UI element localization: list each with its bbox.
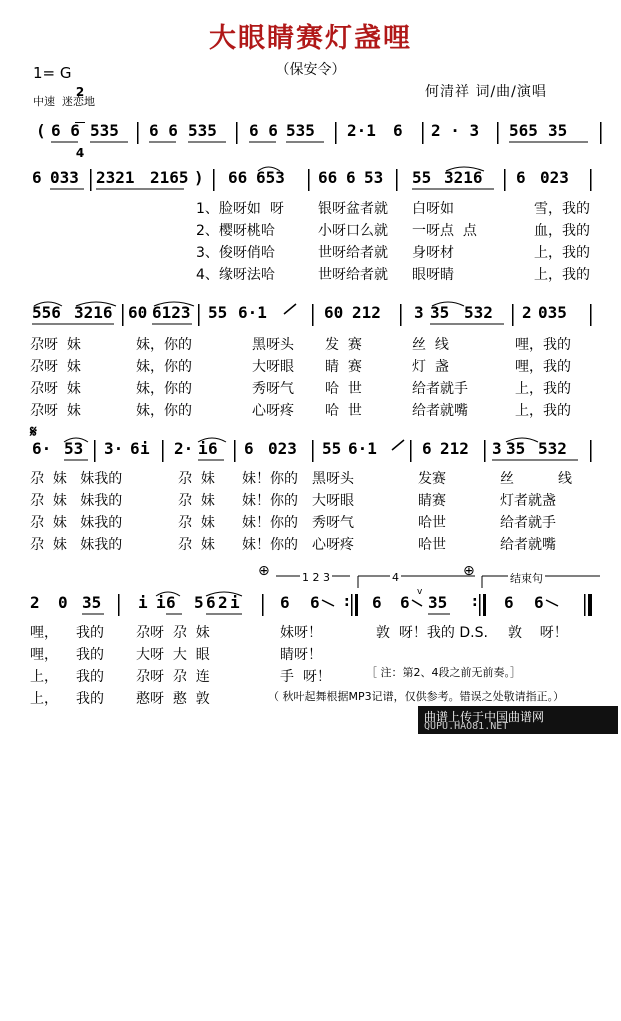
score-note: 6·1 <box>348 439 377 458</box>
score-note: 6 <box>280 593 290 612</box>
lyric-text: 上，我的 <box>515 381 571 397</box>
lyric-text: 哈世 <box>418 515 446 531</box>
song-subtitle: （保安令） <box>275 62 346 78</box>
score-note: i <box>198 439 208 458</box>
lyric-text: 尕 妹 妹我的 <box>30 471 123 487</box>
lyric-text: 我的 <box>76 625 104 641</box>
lyric-text: 秀呀气 <box>312 515 354 531</box>
lyric-text: 尕呀 妹 <box>30 337 81 353</box>
lyric-text: 睛呀！ <box>280 647 322 663</box>
lyric-text: 丝 <box>500 471 514 487</box>
bar-line <box>312 304 314 326</box>
score-note: 6 <box>130 439 140 458</box>
score-note: 2 <box>522 303 532 322</box>
lyric-text: 妹！你的 <box>242 493 298 509</box>
lyric-text: 世呀给者就 <box>318 267 388 283</box>
ending-label-1: 1 2 3 <box>302 571 330 584</box>
score-note: 6 <box>244 439 254 458</box>
lyric-text: 哩，我的 <box>515 337 571 353</box>
score-note: 6 <box>166 593 176 612</box>
bar-line <box>422 122 424 144</box>
score-note: 535 <box>188 121 217 140</box>
lyric-text: 眼呀睛 <box>412 267 454 283</box>
score-note: 532 <box>538 439 567 458</box>
score-note: 53 <box>64 439 84 458</box>
bar-line <box>213 169 215 191</box>
repeat-bar <box>355 594 358 616</box>
score-note: 2·1 <box>347 121 376 140</box>
score-note: ) <box>194 168 204 187</box>
bar-line <box>504 169 506 191</box>
score-note: 212 <box>352 303 381 322</box>
repeat-colon: : <box>344 594 350 610</box>
time-signature-bottom: 4 <box>75 146 85 160</box>
lyric-text: 哈 世 <box>325 381 362 397</box>
lyric-text: 身呀材 <box>412 245 454 261</box>
time-signature-top: 2 <box>75 85 85 99</box>
fall-arrow <box>322 600 334 606</box>
lyric-text: 心呀疼 <box>252 403 294 419</box>
lyric-text: 大呀眼 <box>252 359 294 375</box>
lyric-text: 尕 妹 <box>178 471 215 487</box>
lyric-text: 大呀眼 <box>312 493 354 509</box>
score-note: 0 <box>58 593 68 612</box>
score-note: 023 <box>540 168 569 187</box>
score-note: 6·1 <box>238 303 267 322</box>
repeat-bar <box>483 594 486 616</box>
lyric-text: 上，我的 <box>534 245 590 261</box>
bar-line <box>236 122 238 144</box>
lyric-text: 妹呀！ <box>280 625 322 641</box>
score-note: 535 <box>286 121 315 140</box>
score-note: 023 <box>268 439 297 458</box>
score-note: 6 <box>516 168 526 187</box>
watermark-text: 曲谱上传于中国曲谱网 <box>424 710 545 724</box>
score-note: 2 <box>218 593 228 612</box>
bar-line <box>94 440 96 462</box>
score-note: 3 <box>414 303 424 322</box>
score-note: 55 <box>412 168 432 187</box>
score-note: 653 <box>256 168 285 187</box>
lyric-text: 憨呀 憨 敦 <box>136 691 210 707</box>
score-note: 35 <box>548 121 568 140</box>
score-note: i <box>230 593 240 612</box>
lyric-text: 雪，我的 <box>534 201 590 217</box>
lyric-text: 妹！你的 <box>242 515 298 531</box>
bar-line <box>351 594 353 616</box>
score-note: 6· <box>32 439 52 458</box>
lyric-text: 妹，你的 <box>136 359 192 375</box>
score-note: 6 <box>32 168 42 187</box>
bar-line <box>262 594 264 616</box>
lyric-text: 俊呀俏哈 <box>218 245 275 261</box>
score-note: 2321 <box>96 168 135 187</box>
bar-line <box>234 440 236 462</box>
lyric-text: 上， <box>30 669 58 685</box>
bar-line <box>600 122 602 144</box>
breath-mark: v <box>417 587 423 597</box>
verse-line <box>196 264 275 284</box>
lyric-text: 尕呀 尕 连 <box>136 669 210 685</box>
score-note: 6 <box>310 593 320 612</box>
bar-line <box>590 304 592 326</box>
score-note: 6 6 <box>51 121 80 140</box>
lyric-text: 妹，你的 <box>136 381 192 397</box>
lyric-text: 线 <box>558 471 572 487</box>
performance-note: ［ 注：第2、4段之前无前奏。］ <box>366 666 521 679</box>
score-row-1-svg <box>18 118 610 148</box>
score-note: 66 <box>318 168 338 187</box>
score-note: 6123 <box>152 303 191 322</box>
bar-line <box>410 440 412 462</box>
score-note: 3· <box>104 439 124 458</box>
score-note: 3216 <box>444 168 483 187</box>
lyric-text: 哩， <box>30 647 58 663</box>
bar-line <box>90 169 92 191</box>
lyric-text: 秀呀气 <box>252 381 294 397</box>
lyric-text: 敦 呀！我的 D.S. <box>376 625 488 641</box>
score-note: i <box>156 593 166 612</box>
lyric-text: 黑呀头 <box>252 337 294 353</box>
score-row-3 <box>18 300 610 330</box>
verse-line <box>196 198 284 218</box>
lyric-text: 妹！你的 <box>242 537 298 553</box>
watermark-url: QUPU.HAO81.NET <box>424 721 509 732</box>
verse-line <box>196 242 275 262</box>
score-note: 535 <box>90 121 119 140</box>
verse-line <box>196 220 275 240</box>
lyric-text: 我的 <box>76 691 104 707</box>
segno-icon: 𝄋 <box>30 422 37 441</box>
bar-line <box>335 122 337 144</box>
bar-line <box>590 169 592 191</box>
verse-number: 2、 <box>196 223 219 239</box>
verse-number: 4、 <box>196 267 219 283</box>
coda-icon: ⊕ <box>463 563 475 579</box>
coda-icon: ⊕ <box>258 563 270 579</box>
lyric-text: 尕呀 妹 <box>30 381 81 397</box>
lyric-text: 妹，你的 <box>136 403 192 419</box>
score-note: 565 <box>509 121 538 140</box>
bar-line <box>484 440 486 462</box>
lyric-text: 缘呀法哈 <box>218 267 275 283</box>
lyric-text: 给者就手 <box>500 515 556 531</box>
bar-line <box>590 440 592 462</box>
lyric-text: 睛 赛 <box>325 359 362 375</box>
score-note: 35 <box>430 303 450 322</box>
lyric-text: 尕呀 尕 妹 <box>136 625 210 641</box>
lyric-text: 上，我的 <box>515 403 571 419</box>
lyric-text: 尕 妹 <box>178 493 215 509</box>
bar-line <box>137 122 139 144</box>
lyric-text: 手 呀！ <box>280 669 331 685</box>
lyric-text: 丝 线 <box>412 337 449 353</box>
lyric-text: 血，我的 <box>534 223 590 239</box>
score-note: 5 <box>194 593 204 612</box>
ending-label-3: 结束句 <box>510 572 543 585</box>
lyric-text: 尕呀 妹 <box>30 403 81 419</box>
score-note: 6 <box>504 593 514 612</box>
score-note: 55 <box>322 439 342 458</box>
score-note: 60 <box>128 303 148 322</box>
lyric-text: 白呀如 <box>412 201 454 217</box>
score-row-3-svg <box>18 300 610 330</box>
song-title: 大眼睛赛灯盏哩 <box>209 23 412 54</box>
score-note: 556 <box>32 303 61 322</box>
lyric-text: 尕 妹 妹我的 <box>30 515 123 531</box>
score-note: 2· <box>174 439 194 458</box>
score-note: 6 <box>206 593 216 612</box>
lyric-text: 上，我的 <box>534 267 590 283</box>
repeat-colon: : <box>472 594 478 610</box>
final-bar <box>588 594 592 616</box>
lyric-text: 发赛 <box>418 471 446 487</box>
lyric-text: 哩，我的 <box>515 359 571 375</box>
lyric-text: 银呀盆者就 <box>318 201 388 217</box>
score-note: 6 <box>208 439 218 458</box>
score-row-2 <box>18 165 610 195</box>
glide-arrow <box>284 304 296 314</box>
fall-arrow <box>412 600 422 606</box>
bar-line <box>400 304 402 326</box>
lyric-text: 灯 盏 <box>412 359 449 375</box>
score-note: ( <box>36 121 46 140</box>
lyric-text: 妹，你的 <box>136 337 192 353</box>
lyric-text: 我的 <box>76 669 104 685</box>
bar-line <box>497 122 499 144</box>
score-note: 35 <box>506 439 526 458</box>
lyric-text: 大呀 大 眼 <box>136 647 210 663</box>
bar-line <box>584 594 586 616</box>
lyric-text: 尕 妹 <box>178 515 215 531</box>
score-note: 532 <box>464 303 493 322</box>
score-note: 6 6 <box>249 121 278 140</box>
score-note: 6 <box>400 593 410 612</box>
lyric-text: 我的 <box>76 647 104 663</box>
score-note: 55 <box>208 303 228 322</box>
lyric-text: 上， <box>30 691 58 707</box>
lyric-text: 哈 世 <box>325 403 362 419</box>
score-note: 2 <box>30 593 40 612</box>
lyric-text: 给者就嘴 <box>500 537 556 553</box>
score-row-4-svg <box>18 436 610 466</box>
score-note: 035 <box>538 303 567 322</box>
lyric-text: 小呀口么就 <box>318 223 388 239</box>
score-note: 6 <box>534 593 544 612</box>
bar-line <box>308 169 310 191</box>
lyric-text: 妹！你的 <box>242 471 298 487</box>
score-note: i <box>140 439 150 458</box>
lyric-text: 哈世 <box>418 537 446 553</box>
score-note: 3 <box>492 439 502 458</box>
site-watermark <box>418 706 618 734</box>
score-note: 2165 <box>150 168 189 187</box>
glide-arrow <box>392 440 404 450</box>
bar-line <box>122 304 124 326</box>
score-row-2-svg <box>18 165 610 195</box>
lyric-text: 给者就手 <box>412 381 468 397</box>
score-note: 35 <box>428 593 448 612</box>
bar-line <box>512 304 514 326</box>
score-note: 6 <box>422 439 432 458</box>
score-note: i <box>138 593 148 612</box>
lyric-text: 尕 妹 <box>178 537 215 553</box>
verses-a <box>196 198 606 286</box>
score-note: 53 <box>364 168 384 187</box>
ending-label-2: 4 <box>392 571 399 584</box>
verses-b <box>30 334 605 422</box>
lyric-text: 敦 呀！ <box>508 625 568 641</box>
bar-line <box>118 594 120 616</box>
score-note: 212 <box>440 439 469 458</box>
score-note: 2 · 3 <box>431 121 480 140</box>
lyric-text: 哩， <box>30 625 58 641</box>
verse-number: 3、 <box>196 245 219 261</box>
fall-arrow <box>546 600 558 606</box>
score-note: 66 <box>228 168 248 187</box>
score-row-5-svg <box>18 587 610 620</box>
lyric-text: 给者就嘴 <box>412 403 468 419</box>
lyric-text: 心呀疼 <box>312 537 354 553</box>
score-row-5 <box>18 587 610 620</box>
lyric-text: 樱呀桃哈 <box>218 223 275 239</box>
score-note: 6 <box>393 121 403 140</box>
bar-line <box>312 440 314 462</box>
lyric-text: 尕 妹 妹我的 <box>30 493 123 509</box>
score-note: 35 <box>82 593 102 612</box>
score-note: 60 <box>324 303 344 322</box>
bar-line <box>162 440 164 462</box>
lyric-text: 脸呀如 呀 <box>218 201 284 217</box>
score-note: 6 <box>372 593 382 612</box>
score-note: 033 <box>50 168 79 187</box>
transcription-note: （ 秋叶起舞根据MP3记谱，仅供参考。错误之处敬请指正。） <box>268 690 565 703</box>
lyric-text: 灯者就盏 <box>500 493 556 509</box>
lyric-text: 一呀点 点 <box>412 223 477 239</box>
time-signature <box>74 62 86 171</box>
lyric-text: 睛赛 <box>418 493 446 509</box>
lyric-text: 发 赛 <box>325 337 362 353</box>
tempo-marking: 中速 迷恋地 <box>33 95 95 108</box>
lyric-text: 尕 妹 妹我的 <box>30 537 123 553</box>
score-note: 6 <box>346 168 356 187</box>
score-row-4 <box>18 436 610 466</box>
lyric-text: 尕呀 妹 <box>30 359 81 375</box>
verses-c <box>30 468 605 556</box>
bar-line <box>479 594 481 616</box>
verse-number: 1、 <box>196 201 219 217</box>
bar-line <box>198 304 200 326</box>
bar-line <box>396 169 398 191</box>
credits: 何清祥 词/曲/演唱 <box>425 84 547 100</box>
lyric-text: 世呀给者就 <box>318 245 388 261</box>
score-row-1 <box>18 118 610 148</box>
score-note: 6 6 <box>149 121 178 140</box>
lyric-text: 黑呀头 <box>312 471 354 487</box>
key-signature: 1= G <box>33 64 72 82</box>
score-note: 3216 <box>74 303 113 322</box>
